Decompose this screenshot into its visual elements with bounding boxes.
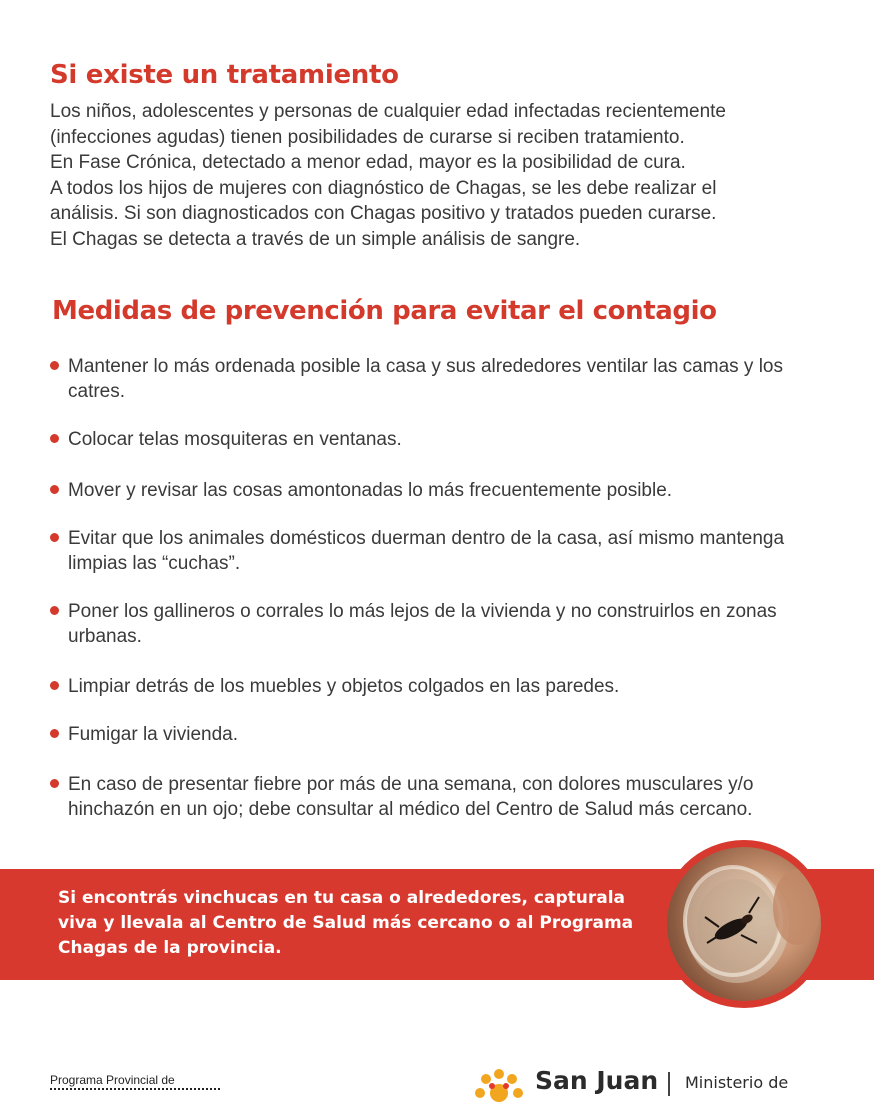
bullet-dot-icon <box>50 681 59 690</box>
treatment-line: análisis. Si son diagnosticados con Chagas positivo y tratados pueden curarse. <box>50 203 717 224</box>
prevention-item-text: Poner los gallineros o corrales lo más lejos de la vivienda y no construirlos en zonas urbanas. <box>68 601 777 647</box>
program-label: Programa Provincial de <box>50 1073 175 1087</box>
san-juan-sun-logo-icon <box>472 1066 526 1120</box>
prevention-title: Medidas de prevención para evitar el contagio <box>52 296 717 326</box>
prevention-item-text: Mantener lo más ordenada posible la casa y sus alrededores ventilar las camas y los catres. <box>68 356 783 402</box>
prevention-item-text: Mover y revisar las cosas amontonadas lo más frecuentemente posible. <box>68 480 673 501</box>
program-label-cropped <box>50 1088 220 1094</box>
banner-text: Si encontrás vinchucas en tu casa o alrededores, capturala viva y llevala al Centro de Salud más cercano o al Programa Chagas de la provincia. <box>58 888 634 958</box>
bullet-dot-icon <box>50 361 59 370</box>
bullet-dot-icon <box>50 779 59 788</box>
ministry-label: Ministerio de <box>685 1073 789 1092</box>
vinchuca-jar-image <box>667 847 821 1001</box>
prevention-item-text: Colocar telas mosquiteras en ventanas. <box>68 429 402 450</box>
prevention-item-text: En caso de presentar fiebre por más de una semana, con dolores musculares y/o hinchazón en un ojo; debe consultar al médico del Centro de Salud más cercano. <box>68 774 754 820</box>
footer-divider <box>668 1072 670 1096</box>
prevention-item-text: Fumigar la vivienda. <box>68 724 239 745</box>
bullet-dot-icon <box>50 533 59 542</box>
san-juan-brand: San Juan <box>535 1066 659 1095</box>
treatment-line: A todos los hijos de mujeres con diagnóstico de Chagas, se les debe realizar el <box>50 177 717 199</box>
treatment-title: Si existe un tratamiento <box>50 60 399 90</box>
bullet-dot-icon <box>50 485 59 494</box>
treatment-paragraph <box>50 99 850 252</box>
bullet-dot-icon <box>50 606 59 615</box>
treatment-line: En Fase Crónica, detectado a menor edad, mayor es la posibilidad de cura. <box>50 152 686 173</box>
treatment-line: El Chagas se detecta a través de un simple análisis de sangre. <box>50 228 581 250</box>
bullet-dot-icon <box>50 729 59 738</box>
prevention-item-text: Limpiar detrás de los muebles y objetos colgados en las paredes. <box>68 676 620 697</box>
treatment-line: (infecciones agudas) tienen posibilidades de curarse si reciben tratamiento. <box>50 126 685 148</box>
treatment-line: Los niños, adolescentes y personas de cualquier edad infectadas recientemente <box>50 101 726 122</box>
bullet-dot-icon <box>50 434 59 443</box>
prevention-item-text: Evitar que los animales domésticos duerman dentro de la casa, así mismo mantenga limpias las “cuchas”. <box>68 528 785 574</box>
vinchuca-photo <box>660 840 828 1008</box>
vinchuca-insect-icon <box>667 847 821 1001</box>
